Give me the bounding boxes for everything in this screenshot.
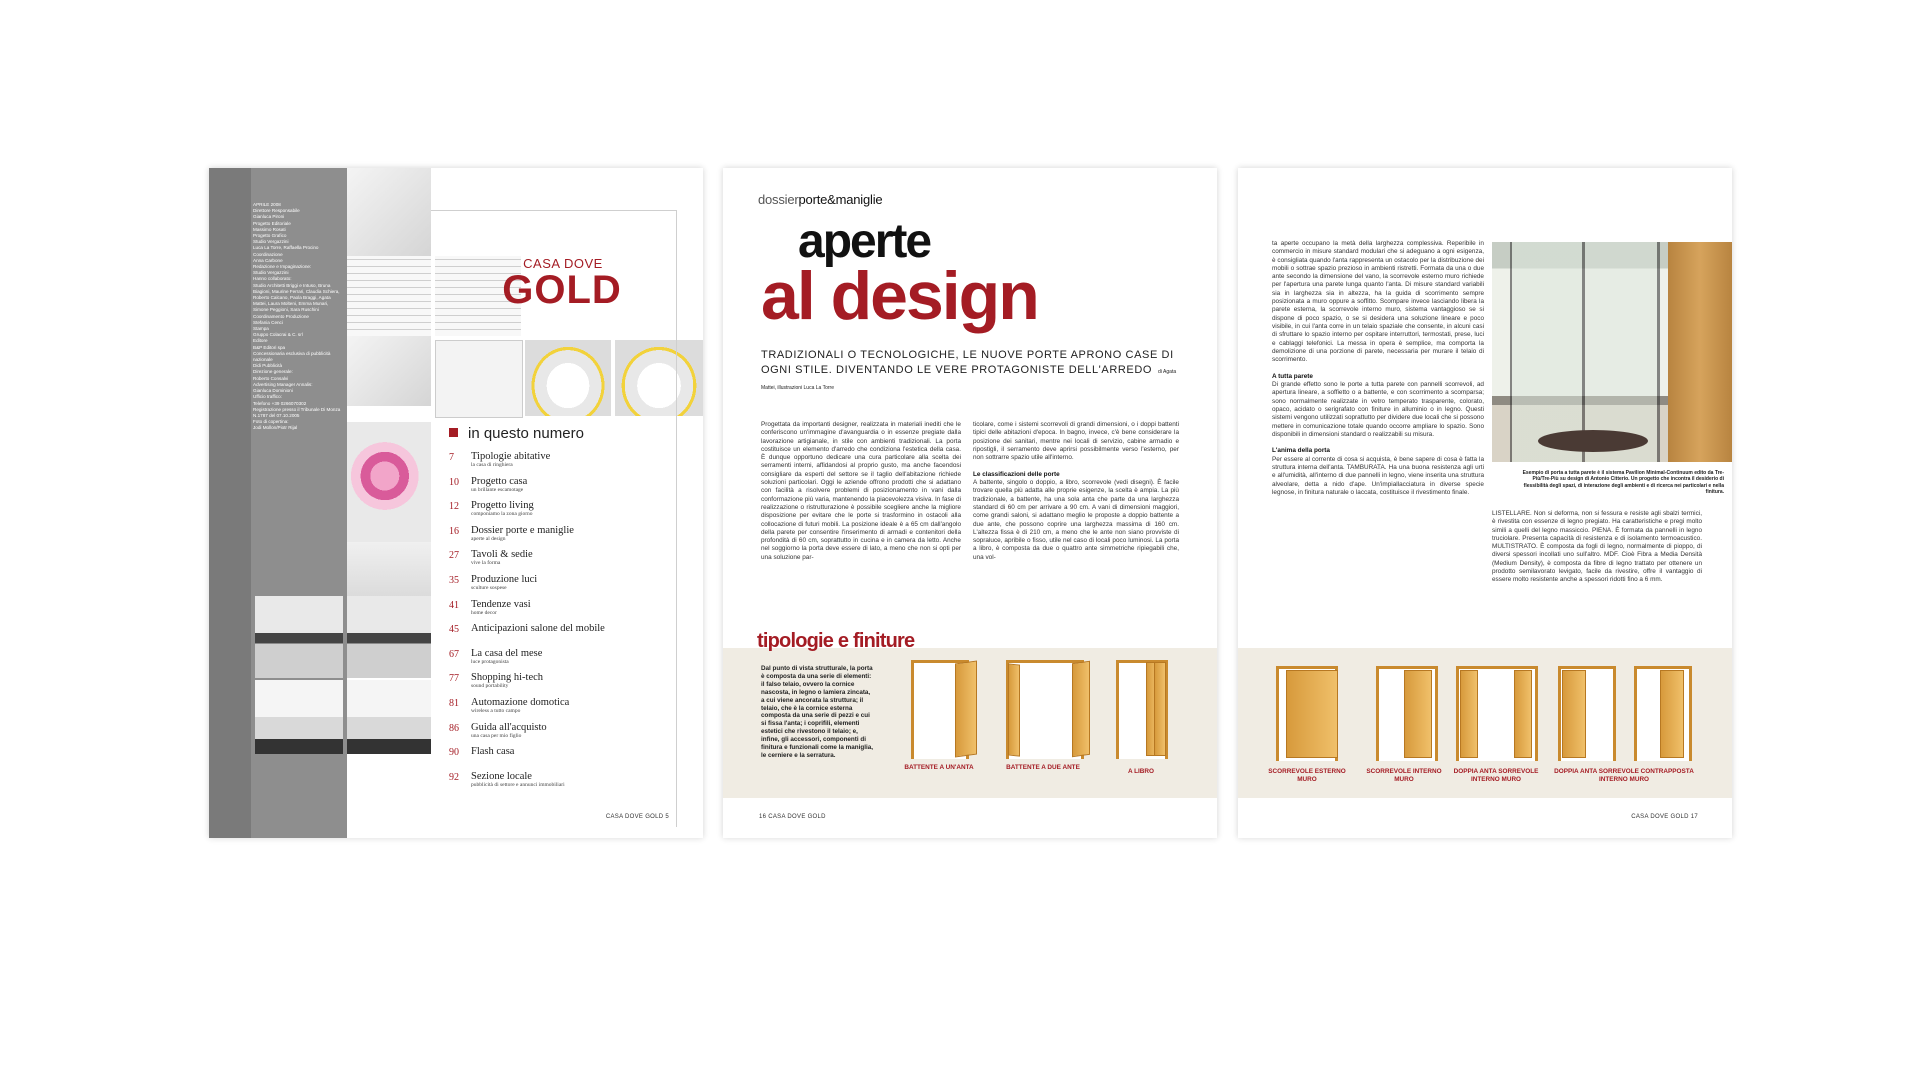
toc-entry (471, 672, 543, 697)
door-illustration (1456, 666, 1540, 762)
toc-entry (471, 476, 527, 501)
toc-subtitle: la casa di ringhiera (471, 462, 513, 468)
door-illustration (1558, 666, 1618, 762)
toc-entry (471, 722, 547, 747)
masthead-line: Studio Vergazzini (253, 270, 289, 276)
flower-lamp-photo (347, 422, 431, 542)
toc-title: La casa del mese (471, 647, 543, 659)
column-text: A battente, singolo o doppio, a libro, scorrevole (vedi disegni). È facile trovare quella più adatta alle proprie esigenze, la scelta è ampia. La più tradizionale, a battente, ha una sola anta che parte da una larghezza standard di 60 cm per arrivare a 90 cm. A vani di dimensioni maggiori, come grandi saloni, si adattano meglio le proposte a doppio battente a due ante, che possono coprire una larghezza massima di 160 cm. L'altezza fissa è di 210 cm, a meno che le ante non siano provviste di sopraluce, apribile o fisso, utile nel caso di locali poco luminosi. La porta a libro, è composta da due o quattro ante simmetriche ripiegabili che, una vol- (973, 479, 1179, 561)
masthead-line: Coordinazione (253, 251, 283, 257)
toc-page-number: 45 (449, 624, 459, 636)
door-leaf (1286, 670, 1338, 758)
masthead-line: Jodi Mollon/Piotr Rijal (253, 425, 298, 431)
article-column: LISTELLARE. Non si deforma, non si fessura e resiste agli sbalzi termici, è rivestita con essenze di legno pregiato. Ha caratteristiche e pregi molto simili a quelli del legno massiccio. PIENA. È formata da pannelli in legno truciolare. Presenta capacità di resistenza e di isolamento termoacustico. MULTISTRATO. È composta da fogli di legno, normalmente di pioppo, di diversi spessori incollati uno sull'altro. MDF. Cioè Fibra a Media Densità (Medium Density), è composta da fibre di legno trattato per ottenere un prodotto semilavorato levigato, facile da rivestire, offre il vantaggio di essere molto resistente anche a spessori ridotti fino a 6 mm. (1492, 510, 1702, 584)
subheading: A tutta parete (1272, 372, 1313, 380)
toc-subtitle: sound portability (471, 683, 509, 690)
article-title-line2: al design (761, 258, 1038, 334)
glass-door (1510, 242, 1660, 462)
toc-subtitle: wireless a tutto campo (471, 707, 521, 714)
section-label-light: dossier (758, 192, 799, 207)
article-column (1272, 240, 1484, 497)
article-column: Progettata da importanti designer, realizzata in materiali inediti che le conferiscono un'immagine d'avanguardia o in essenze pregiate dalla lavorazione artigianale, in stile con ambienti tradizionali. La porta costituisce un elemento d'arredo che condiziona l'estetica della casa. È dunque opportuno dedicare una cura particolare alla scelta dei serramenti interni, affidandosi al proprio gusto, ma anche facendosi consigliare da esperti del settore se il taglio dell'abitazione richiede soluzioni particolari. Oggi le aziende offrono prodotti che si adattano con facilità a risolvere problemi di posizionamento in vani dalla conformazione più varia, mantenendo la piacevolezza visiva. In fase di realizzazione o ristrutturazione è possibile scegliere anche la migliore disposizione per evitare che le porte si trasformino in ostacoli alla collocazione di futuri mobili. La posizione ideale è a 65 cm dall'angolo della parete per consentire l'inserimento di armadi e contenitori della profondità di 60 cm, soprattutto in cucina e in camera da letto. Anche nel soggiorno la porta deve essere di lato, a meno che non si opti per una soluzione par- (761, 421, 961, 561)
masthead-line: Gianluca Pironi (253, 214, 285, 220)
article-deck (761, 348, 1181, 396)
sketch-photo (347, 336, 431, 406)
toc-subtitle: home decor (471, 609, 497, 616)
toc-page-number: 77 (449, 673, 459, 685)
deck-text: TRADIZIONALI O TECNOLOGICHE, LE NUOVE PORTE APRONO CASE DI OGNI STILE. DIVENTANDO LE VERE PROTAGONISTE DELL'ARREDO (761, 349, 1174, 376)
page-folio: 16 CASA DOVE GOLD (759, 814, 826, 820)
toc-page-number: 35 (449, 574, 459, 586)
masthead-line: Luca La Torre, Raffaella Procino (253, 245, 319, 251)
door-label: DOPPIA ANTA SORREVOLE CONTRAPPOSTA INTERNO MURO (1554, 768, 1694, 783)
toc-title: Flash casa (471, 746, 515, 758)
door-illustration (1276, 666, 1340, 762)
masthead-line: Editore (253, 338, 268, 344)
toc-item (449, 500, 689, 525)
photo-caption: Esempio di porta a tutta parete è il sistema Pavilion Minimal-Continuum edito da Tre-Più/Tre-Più su design di Antonio Citterio. Un progetto che incontra il desiderio di flessibilità degli spazi, di interazione degli ambienti e di ricerca nei particolari e nella finitura. (1522, 470, 1724, 495)
masthead-line: Direzione generale: (253, 369, 293, 375)
magazine-logo: GOLD (502, 268, 622, 312)
door-leaf (1562, 670, 1586, 758)
door-illustration (1006, 660, 1096, 760)
masthead-line: Coordinamento Produzione (253, 313, 309, 319)
interior-photo (347, 680, 431, 754)
masthead-line: Massimo Rosati (253, 226, 286, 232)
column-text: ta aperte occupano la metà della larghezza complessiva. Reperibile in commercio in misure standard modulari che si adeguano a ogni esigenza, è consigliata quando l'anta rappresenta un ostacolo per la distribuzione dei mobili o sottrae spazio prezioso in ambienti ristretti. Formata da una o due ante secondo la dimensione del vano, la scorrevole esterno muro richiede per l'apertura una parete lunga quanto l'anta. Di misure standard variabili sia in larghezza sia in altezza, ha la guida di scorrimento sempre posizionata a muro oppure a soffitto. Scompare invece lasciando libera la parete esterna, la scorrevole interno muro, sistema vantaggioso se si dispone di poco spazio, o se si desidera una soluzione lineare e poco visibile, in cui l'anta corre in un telaio spaziale che consente, in alcuni casi di sfruttare lo spazio interno per ospitare interruttori, termostati, prese, luci e cablaggi telefonici. La messa in opera è semplice, ma comporta la demolizione di una porzione di parete, necessaria per murare il telaio di scorrimento. (1272, 240, 1484, 364)
door-illustration (911, 660, 981, 760)
door-leaf (1460, 670, 1478, 758)
toc-subtitle: vive la forma (471, 560, 501, 567)
toc-title: Tipologie abitative (471, 451, 551, 462)
living-room-photo (347, 596, 431, 678)
toc-entry (471, 451, 550, 476)
toc-entry (471, 697, 569, 722)
article-column (973, 421, 1179, 562)
contents-page (209, 168, 703, 838)
toc-item (449, 476, 689, 501)
toc-item (449, 648, 689, 673)
toc-page-number: 67 (449, 648, 459, 660)
toc-page-number: 27 (449, 550, 459, 562)
rug (1538, 430, 1648, 452)
masthead-line: Gruppo Colacrai & C. srl (253, 332, 303, 338)
toc-item (449, 623, 689, 648)
door-leaf (1008, 663, 1020, 756)
toc-page-number: 92 (449, 771, 459, 783)
floorplan-photo (347, 256, 431, 336)
masthead-line: Telefono +39 0266070302 (253, 400, 307, 406)
toc-page-number: 10 (449, 476, 459, 488)
door-illustration (1376, 666, 1440, 762)
page-folio: CASA DOVE GOLD 17 (1631, 814, 1698, 820)
subheading: Le classificazioni delle porte (973, 470, 1060, 478)
article-title-line1: aperte (798, 215, 931, 268)
interior-photo (347, 542, 431, 602)
bullet-square-icon (449, 428, 458, 437)
toc-subtitle: sculture sospese (471, 584, 507, 591)
masthead-line: Foto di copertina: (253, 419, 289, 425)
masthead-line: Direttore Responsabile (253, 208, 300, 214)
magazine-logo-small: CASA DOVE (523, 256, 603, 271)
section-label-bold: porte&maniglie (798, 192, 883, 207)
masthead-line: Studio Architetti Briggi e Intuso, Bruna Biagioni, Maurine Ferrari, Claudia Schiera, Roberto Calcano, Paola Braggi, Agata Mattei, Laura Molteni, Emma Munari, Simone Peggioni, Sara Ruschini (253, 282, 340, 313)
masthead-line: Registrazione presso il Tribunale Di Monza N.1787 del 07.10.2005 (253, 406, 341, 418)
toc-subtitle: luce protagonista (471, 658, 509, 665)
toc-title: Tendenze vasi (471, 598, 531, 610)
masthead-line: Concessionaria esclusiva di pubblicità nazionale (253, 350, 331, 363)
page-folio: CASA DOVE GOLD 5 (605, 814, 669, 820)
toc-entry (471, 746, 514, 771)
toc-page-number: 41 (449, 599, 459, 611)
door-leaf (1154, 662, 1166, 756)
masthead-line: Advertising Manager Annalis: (253, 381, 313, 387)
toc-page-number: 86 (449, 722, 459, 734)
door-leaf (1660, 670, 1684, 758)
toc-entry (471, 623, 605, 648)
toc-item (449, 697, 689, 722)
masthead-line: Ufficio traffico: (253, 394, 282, 400)
toc-subtitle: componiamo la zona giorno (471, 511, 533, 518)
toc-item (449, 746, 689, 771)
toc-title: Progetto casa (471, 475, 528, 487)
toc-entry (471, 574, 537, 599)
toc-item (449, 525, 689, 550)
toc-title: Tavoli & sedie (471, 549, 533, 561)
band-text: Dal punto di vista strutturale, la porta è composta da una serie di elementi: il falso telaio, ovvero la cornice nascosta, in legno o lamiera zincata, a cui viene ancorata la struttura; il telaio, che è la cornice esterna composta da una serie di pezzi e cui si fissa l'anta; i coprifili, elementi estetici che rivestono il telaio; e, infine, gli accessori, componenti di finitura e funzionali come la maniglia, le cerniere e la serratura. (761, 665, 873, 759)
byline: di Agata Mattei, illustrazioni Luca La Torre (761, 368, 1177, 391)
door-illustration (1634, 666, 1694, 762)
door-illustration (1116, 660, 1176, 760)
column-text: Di grande effetto sono le porte a tutta parete con pannelli scorrevoli, ad apertura lineare, a soffietto o a battente, e con scorrimento a scomparsa; sono normalmente realizzate in vetro temperato trasparente, colorato, opaco, acidato o serigrafato con finiture in alluminio o in legno. Questi sistemi vengono utilizzati soprattutto per dividere due locali che si possono mettere in comunicazione totale quando occorre ampliare lo spazio. Sono disponibili in dimensioni standard o realizzabili su misura. (1272, 381, 1484, 438)
masthead-line: Hanno collaborato: (253, 276, 292, 282)
toc-item (449, 722, 689, 747)
toc-item (449, 549, 689, 574)
toc-item (449, 451, 689, 476)
toc-item (449, 771, 689, 796)
toc-page-number: 12 (449, 501, 459, 513)
masthead-line: Anna Carbone (253, 257, 283, 263)
door-label: DOPPIA ANTA SORREVOLE INTERNO MURO (1453, 768, 1539, 783)
door-label: BATTENTE A UN'ANTA (904, 764, 974, 771)
column-text: ticolare, come i sistemi scorrevoli di grandi dimensioni, o i doppi battenti tipici delle abitazioni d'epoca. In bagno, invece, c'è bene considerare la posizione dei sanitari, mentre nei locali di servizio, cabine armadio e ripostigli, il serramento deve aprirsi possibilmente verso l'esterno, per non sottrarre spazio utile all'interno. (973, 421, 1179, 462)
masthead-credits (253, 202, 343, 432)
band-title: tipologie e finiture (757, 630, 915, 652)
table-of-contents (449, 451, 689, 795)
toc-entry (471, 549, 533, 574)
toc-title: Guida all'acquisto (471, 721, 547, 733)
door-label: SCORREVOLE ESTERNO MURO (1268, 768, 1346, 783)
toc-page-number: 16 (449, 525, 459, 537)
article-page-right (1238, 168, 1732, 838)
door-label: A LIBRO (1127, 768, 1155, 775)
wood-panel (1668, 242, 1732, 462)
masthead-line: APRILE 2008 (253, 202, 281, 207)
interior-photo (255, 680, 343, 754)
masthead-line: Studio Vergazzini (253, 239, 289, 245)
masthead-line: Didi Pubblicità (253, 363, 283, 369)
toc-subtitle: un brillante escamotage (471, 486, 524, 493)
toc-subtitle: una casa per mio figlio (471, 732, 522, 739)
toc-subtitle: aperte al design (471, 535, 506, 542)
sketch-photo (347, 168, 431, 256)
toc-page-number: 81 (449, 697, 459, 709)
masthead-line: B&P Editori spa (253, 344, 286, 350)
door-label: BATTENTE A DUE ANTE (1006, 764, 1080, 771)
toc-entry (471, 500, 534, 525)
toc-item (449, 599, 689, 624)
toc-title: Anticipazioni salone del mobile (471, 623, 605, 635)
masthead-line: Stefania Cenci (253, 319, 283, 325)
toc-title: Progetto living (471, 500, 534, 512)
toc-title: Shopping hi-tech (471, 672, 544, 684)
toc-entry (471, 599, 531, 624)
toc-subtitle: pubblicità di settore e annunci immobiliari (471, 781, 565, 788)
toc-entry (471, 648, 542, 673)
toc-item (449, 672, 689, 697)
masthead-line: Progetto Editoriale (253, 220, 291, 226)
toc-heading (449, 425, 584, 442)
toc-entry (471, 771, 565, 796)
toc-title: Automazione domotica (471, 696, 570, 708)
section-label (758, 192, 882, 207)
masthead-line: Redazione e Impaginazione: (253, 264, 312, 270)
toc-title: Dossier porte e maniglie (471, 524, 574, 536)
subheading: L'anima della porta (1272, 447, 1330, 455)
toc-entry (471, 525, 574, 550)
living-room-photo (255, 596, 343, 678)
reflection-fade (0, 838, 1920, 1067)
article-page-left (723, 168, 1217, 838)
masthead-line: Gianluca Dominioni (253, 388, 293, 394)
door-leaf (955, 660, 977, 757)
door-leaf (1404, 670, 1432, 758)
door-leaf (1514, 670, 1532, 758)
toc-page-number: 90 (449, 747, 459, 759)
toc-page-number: 7 (449, 452, 454, 463)
door-leaf (1072, 661, 1090, 758)
masthead-line: Roberto Consalvi (253, 375, 289, 381)
masthead-line: Progetto Grafico (253, 233, 287, 239)
toc-title: Produzione luci (471, 573, 538, 585)
toc-heading-text: in questo numero (468, 425, 584, 442)
toc-title: Sezione locale (471, 770, 532, 782)
sidebar-strip (209, 168, 251, 838)
door-label: SCORREVOLE INTERNO MURO (1366, 768, 1442, 783)
masthead-line: Stampa (253, 326, 269, 332)
toc-item (449, 574, 689, 599)
column-text: Per essere al corrente di cosa si acquista, è bene sapere di cosa è fatta la struttura interna dell'anta. TAMBURATA. Ha una buona resistenza agli urti e all'umidità, all'interno di due pannelli in legno, viene inserita una struttura alveolare, detta a nido d'ape. Un'impiallacciatura in diverse specie legnose, in finitura naturale o laccata, costituisce il rivestimento finale. (1272, 455, 1484, 496)
